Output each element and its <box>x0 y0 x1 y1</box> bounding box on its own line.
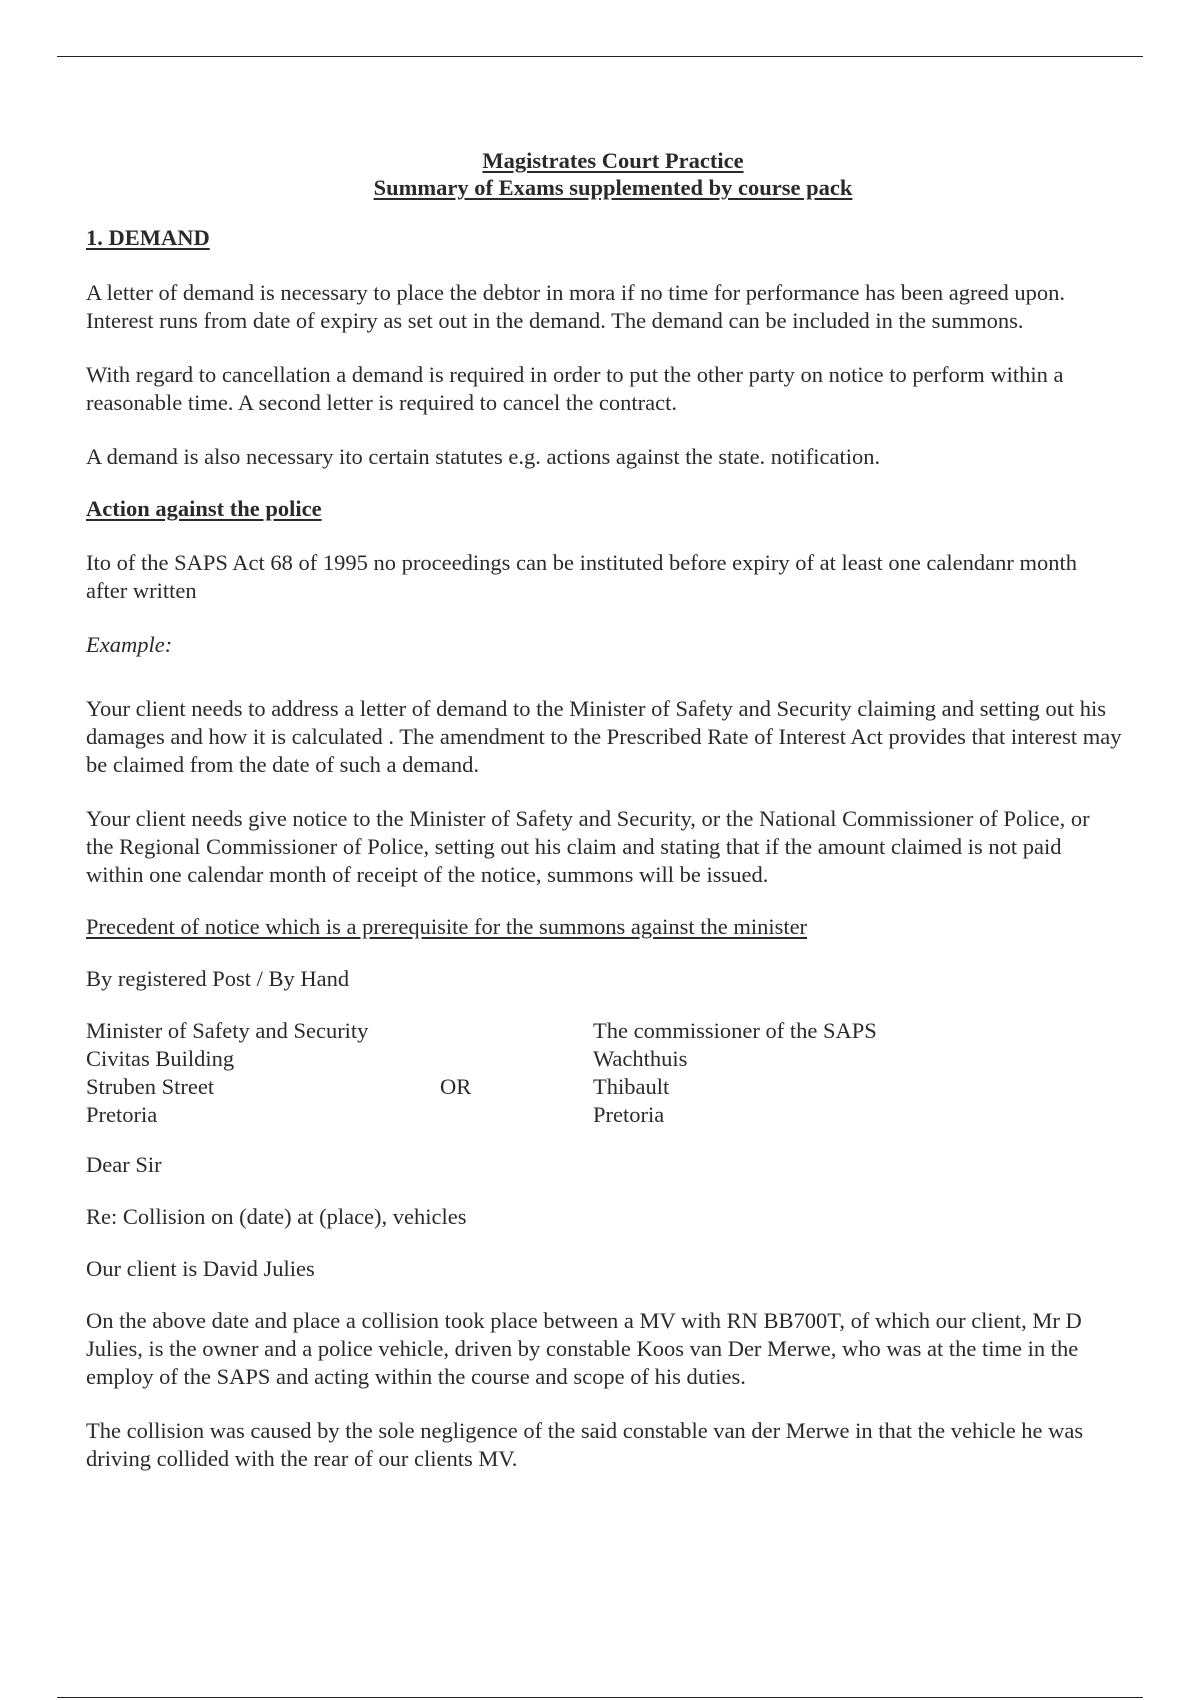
address-line: The commissioner of the SAPS <box>593 1018 877 1043</box>
address-line: Pretoria <box>593 1102 665 1127</box>
salutation: Dear Sir <box>86 1152 162 1177</box>
header-rule <box>57 56 1143 57</box>
title-line-2: Summary of Exams supplemented by course pack <box>373 175 853 200</box>
address-line: Wachthuis <box>593 1046 688 1071</box>
paragraph-letter-of-demand: Your client needs to address a letter of demand to the Minister of Safety and Security claiming and setting out his damages and how it is calculated . The amendment to the Prescribed Rate of Interest Act provides that interest may be claimed from the date of such a demand. <box>86 696 1122 777</box>
address-minister <box>86 1017 368 1129</box>
paragraph-saps-act: Ito of the SAPS Act 68 of 1995 no proceedings can be instituted before expiry of at least one calendanr month after written <box>86 550 1077 603</box>
example-label: Example: <box>86 632 173 657</box>
address-line: Struben Street <box>86 1074 215 1099</box>
client-line: Our client is David Julies <box>86 1256 315 1281</box>
paragraph-statutes: A demand is also necessary ito certain statutes e.g. actions against the state. notification. <box>86 444 881 469</box>
document-body <box>86 147 1126 1473</box>
paragraph-demand-purpose: A letter of demand is necessary to place the debtor in mora if no time for performance has been agreed upon. Interest runs from date of expiry as set out in the demand. The demand can be included in the summons. <box>86 280 1066 333</box>
paragraph-negligence: The collision was caused by the sole negligence of the said constable van der Merwe in that the vehicle he was driving collided with the rear of our clients MV. <box>86 1418 1084 1471</box>
footer-rule <box>57 1697 1143 1698</box>
paragraph-cancellation: With regard to cancellation a demand is required in order to put the other party on notice to perform within a reasonable time. A second letter is required to cancel the contract. <box>86 362 1064 415</box>
section-heading-police: Action against the police <box>86 496 322 521</box>
paragraph-collision-facts: On the above date and place a collision took place between a MV with RN BB700T, of which our client, Mr D Julies, is the owner and a police vehicle, driven by constable Koos van Der Merwe, who was at the time in the employ of the SAPS and acting within the course and scope of his duties. <box>86 1308 1082 1389</box>
paragraph-notice: Your client needs give notice to the Minister of Safety and Security, or the National Commissioner of Police, or the Regional Commissioner of Police, setting out his claim and stating that if the amount claimed is not paid within one calendar month of receipt of the notice, summons will be issued. <box>86 806 1090 887</box>
address-line: Minister of Safety and Security <box>86 1018 369 1043</box>
section-heading-demand: 1. DEMAND <box>86 225 210 250</box>
precedent-heading: Precedent of notice which is a prerequisite for the summons against the minister <box>86 914 808 939</box>
address-line: Civitas Building <box>86 1046 235 1071</box>
address-or: OR <box>440 1074 472 1099</box>
document-title <box>86 147 1126 201</box>
re-line: Re: Collision on (date) at (place), vehicles <box>86 1204 467 1229</box>
title-line-1: Magistrates Court Practice <box>482 148 744 173</box>
delivery-method: By registered Post / By Hand <box>86 966 350 991</box>
address-block <box>86 1017 1126 1127</box>
address-line: Thibault <box>593 1074 670 1099</box>
address-commissioner <box>593 1017 877 1129</box>
address-line: Pretoria <box>86 1102 158 1127</box>
